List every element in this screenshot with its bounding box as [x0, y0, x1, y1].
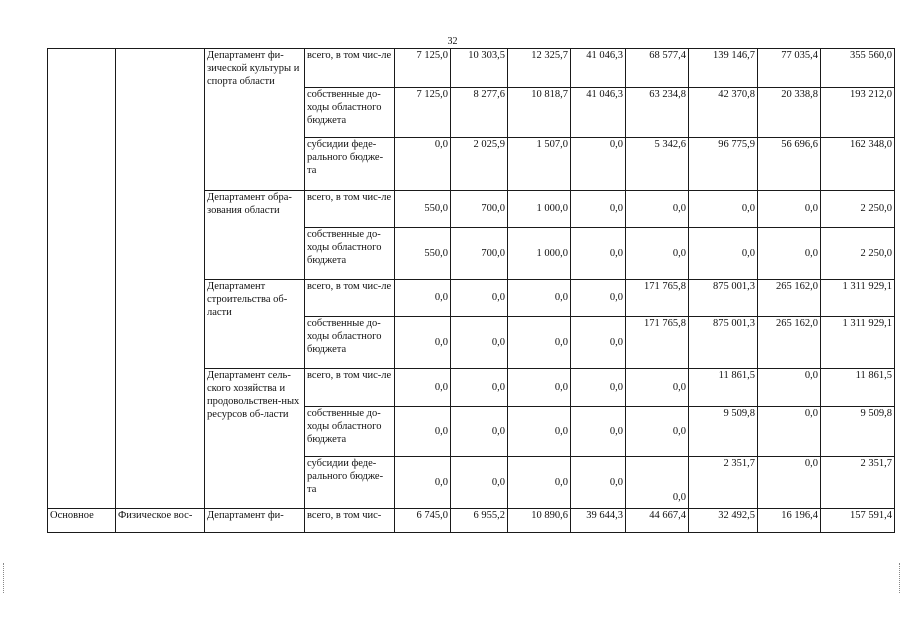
source-own: собственные до-ходы областного бюджета	[305, 407, 395, 457]
value-cell: 39 644,3	[571, 509, 626, 533]
scan-edge-mark	[3, 563, 7, 593]
empty-cell	[116, 49, 205, 509]
budget-table	[47, 48, 895, 533]
value-cell: 0,0	[626, 457, 689, 509]
value-cell: 0,0	[571, 457, 626, 509]
page-number: 32	[447, 36, 458, 47]
value-cell: 0,0	[508, 369, 571, 407]
value-cell: 0,0	[451, 407, 508, 457]
value-cell: 0,0	[451, 369, 508, 407]
value-cell: 20 338,8	[758, 88, 821, 138]
value-cell: 193 212,0	[821, 88, 895, 138]
value-cell: 6 955,2	[451, 509, 508, 533]
value-cell: 41 046,3	[571, 49, 626, 88]
value-cell: 0,0	[395, 280, 451, 317]
value-cell: 6 745,0	[395, 509, 451, 533]
value-cell: 0,0	[395, 407, 451, 457]
value-cell: 5 342,6	[626, 138, 689, 191]
value-cell: 875 001,3	[689, 317, 758, 369]
value-cell: 0,0	[626, 191, 689, 228]
table-row	[48, 509, 895, 533]
value-cell: 0,0	[689, 191, 758, 228]
value-cell: 162 348,0	[821, 138, 895, 191]
value-cell: 0,0	[571, 228, 626, 280]
value-cell: 1 311 929,1	[821, 280, 895, 317]
value-cell: 0,0	[571, 191, 626, 228]
value-cell: 10 890,6	[508, 509, 571, 533]
source-own: собственные до-ходы областного бюджета	[305, 88, 395, 138]
value-cell: 139 146,7	[689, 49, 758, 88]
value-cell: 42 370,8	[689, 88, 758, 138]
value-cell: 7 125,0	[395, 49, 451, 88]
value-cell: 0,0	[395, 138, 451, 191]
value-cell: 9 509,8	[821, 407, 895, 457]
value-cell: 1 000,0	[508, 228, 571, 280]
source-federal: субсидии феде-рального бюдже-та	[305, 138, 395, 191]
value-cell: 56 696,6	[758, 138, 821, 191]
value-cell: 11 861,5	[821, 369, 895, 407]
value-cell: 2 025,9	[451, 138, 508, 191]
value-cell: 0,0	[395, 457, 451, 509]
value-cell: 0,0	[508, 407, 571, 457]
value-cell: 11 861,5	[689, 369, 758, 407]
source-total: всего, в том чис-ле	[305, 369, 395, 407]
value-cell: 96 775,9	[689, 138, 758, 191]
value-cell: 2 351,7	[821, 457, 895, 509]
value-cell: 0,0	[395, 317, 451, 369]
value-cell: 355 560,0	[821, 49, 895, 88]
value-cell: 7 125,0	[395, 88, 451, 138]
value-cell: 16 196,4	[758, 509, 821, 533]
scan-edge-mark	[899, 563, 903, 593]
value-cell: 171 765,8	[626, 280, 689, 317]
section-label: Основное	[48, 509, 116, 533]
value-cell: 0,0	[451, 317, 508, 369]
value-cell: 0,0	[689, 228, 758, 280]
value-cell: 1 507,0	[508, 138, 571, 191]
value-cell: 2 351,7	[689, 457, 758, 509]
value-cell: 77 035,4	[758, 49, 821, 88]
value-cell: 0,0	[571, 280, 626, 317]
department-education: Департамент обра-зования области	[205, 191, 305, 280]
department-sport: Департамент фи-зической культуры и спорта области	[205, 49, 305, 191]
value-cell: 0,0	[571, 369, 626, 407]
value-cell: 0,0	[626, 369, 689, 407]
value-cell: 0,0	[626, 407, 689, 457]
value-cell: 0,0	[758, 369, 821, 407]
value-cell: 2 250,0	[821, 228, 895, 280]
source-total: всего, в том чис-ле	[305, 49, 395, 88]
source-own: собственные до-ходы областного бюджета	[305, 228, 395, 280]
value-cell: 1 000,0	[508, 191, 571, 228]
value-cell: 0,0	[758, 457, 821, 509]
value-cell: 44 667,4	[626, 509, 689, 533]
value-cell: 68 577,4	[626, 49, 689, 88]
value-cell: 0,0	[451, 457, 508, 509]
value-cell: 10 303,5	[451, 49, 508, 88]
value-cell: 0,0	[571, 138, 626, 191]
section-name: Физическое вос-	[116, 509, 205, 533]
source-total: всего, в том чис-ле	[305, 280, 395, 317]
value-cell: 0,0	[571, 407, 626, 457]
value-cell: 171 765,8	[626, 317, 689, 369]
table-row	[48, 49, 895, 88]
value-cell: 12 325,7	[508, 49, 571, 88]
department-construction: Департамент строительства об-ласти	[205, 280, 305, 369]
value-cell: 0,0	[395, 369, 451, 407]
value-cell: 157 591,4	[821, 509, 895, 533]
department-sport-short: Департамент фи-	[205, 509, 305, 533]
empty-cell	[48, 49, 116, 509]
value-cell: 875 001,3	[689, 280, 758, 317]
value-cell: 0,0	[451, 280, 508, 317]
value-cell: 700,0	[451, 191, 508, 228]
value-cell: 0,0	[571, 317, 626, 369]
value-cell: 550,0	[395, 228, 451, 280]
value-cell: 9 509,8	[689, 407, 758, 457]
value-cell: 0,0	[508, 280, 571, 317]
value-cell: 0,0	[508, 457, 571, 509]
source-total: всего, в том чис-ле	[305, 191, 395, 228]
value-cell: 0,0	[508, 317, 571, 369]
value-cell: 41 046,3	[571, 88, 626, 138]
value-cell: 0,0	[626, 228, 689, 280]
value-cell: 10 818,7	[508, 88, 571, 138]
source-total-short: всего, в том чис-	[305, 509, 395, 533]
value-cell: 700,0	[451, 228, 508, 280]
value-cell: 63 234,8	[626, 88, 689, 138]
value-cell: 0,0	[758, 191, 821, 228]
value-cell: 8 277,6	[451, 88, 508, 138]
value-cell: 2 250,0	[821, 191, 895, 228]
value-cell: 1 311 929,1	[821, 317, 895, 369]
value-cell: 265 162,0	[758, 317, 821, 369]
value-cell: 550,0	[395, 191, 451, 228]
value-cell: 32 492,5	[689, 509, 758, 533]
value-cell: 0,0	[758, 228, 821, 280]
value-cell: 265 162,0	[758, 280, 821, 317]
department-agriculture: Департамент сель-ского хозяйства и продовольствен-ных ресурсов об-ласти	[205, 369, 305, 509]
value-cell: 0,0	[758, 407, 821, 457]
source-federal: субсидии феде-рального бюдже-та	[305, 457, 395, 509]
source-own: собственные до-ходы областного бюджета	[305, 317, 395, 369]
